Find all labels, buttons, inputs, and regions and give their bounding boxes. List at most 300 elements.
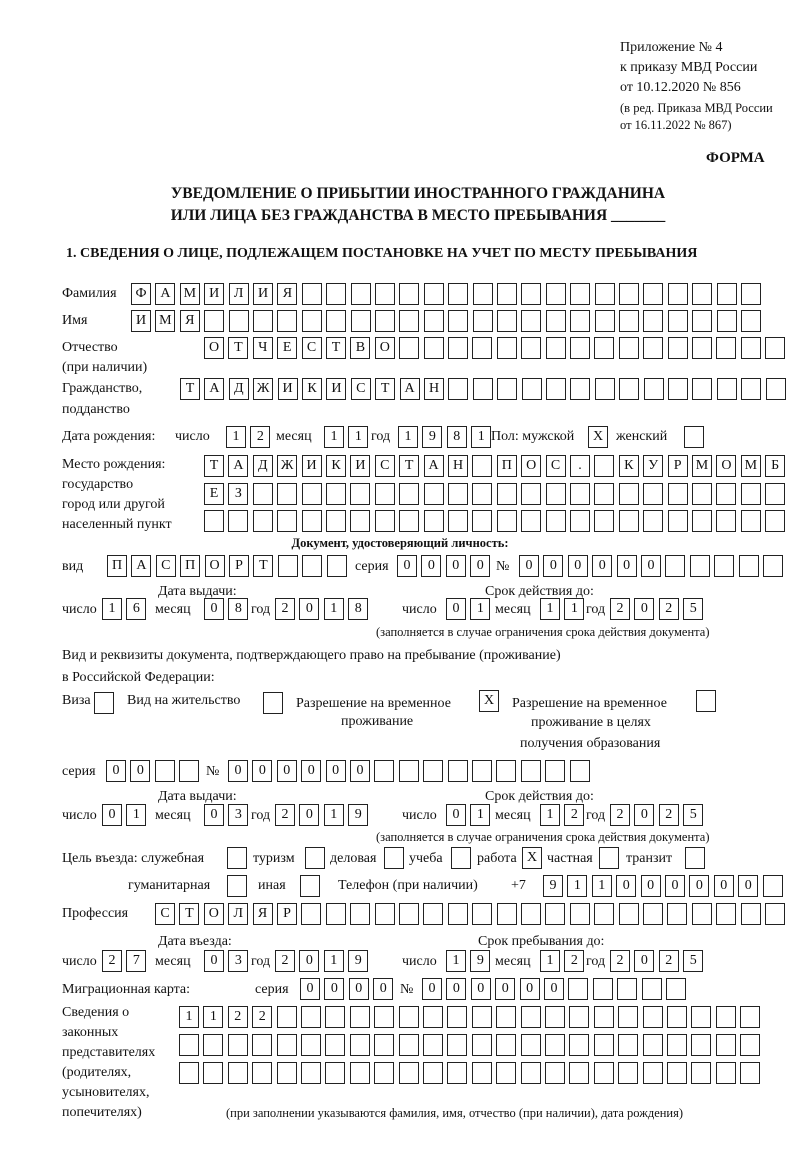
char-box[interactable] [374,760,394,782]
char-box[interactable] [375,283,395,305]
char-box[interactable]: Е [277,337,297,359]
char-box[interactable]: 3 [228,804,248,826]
char-box[interactable] [714,555,734,577]
char-box[interactable]: А [228,455,248,477]
char-box[interactable]: 0 [373,978,393,1000]
char-box[interactable] [763,555,783,577]
char-box[interactable] [374,1034,394,1056]
char-box[interactable]: Ф [131,283,151,305]
char-box[interactable] [765,903,785,925]
char-box[interactable] [684,426,704,448]
char-box[interactable] [302,310,322,332]
char-box[interactable] [570,903,590,925]
char-box[interactable] [350,1006,370,1028]
char-box[interactable]: О [521,455,541,477]
char-box[interactable] [763,875,783,897]
char-box[interactable]: М [180,283,200,305]
char-box[interactable] [227,875,247,897]
char-box[interactable] [351,310,371,332]
char-box[interactable]: 2 [275,804,295,826]
char-box[interactable] [717,378,737,400]
char-box[interactable]: 0 [617,555,637,577]
char-box[interactable] [326,903,346,925]
char-box[interactable] [448,310,468,332]
char-box[interactable] [668,510,688,532]
char-box[interactable]: 1 [324,598,344,620]
char-box[interactable] [741,510,761,532]
char-box[interactable]: П [107,555,127,577]
char-box[interactable] [717,310,737,332]
char-box[interactable]: И [253,283,273,305]
char-box[interactable] [643,337,663,359]
char-box[interactable] [668,283,688,305]
char-box[interactable]: 1 [348,426,368,448]
char-box[interactable] [229,310,249,332]
char-box[interactable]: 0 [349,978,369,1000]
char-box[interactable]: 3 [228,950,248,972]
char-box[interactable]: Б [765,455,785,477]
char-box[interactable]: М [741,455,761,477]
char-box[interactable]: 0 [204,804,224,826]
char-box[interactable] [399,310,419,332]
char-box[interactable] [228,1034,248,1056]
char-box[interactable]: 1 [564,598,584,620]
char-box[interactable] [740,1006,760,1028]
char-box[interactable]: П [497,455,517,477]
char-box[interactable] [497,310,517,332]
char-box[interactable]: О [204,337,224,359]
char-box[interactable]: З [228,483,248,505]
char-box[interactable]: О [205,555,225,577]
char-box[interactable]: 1 [126,804,146,826]
char-box[interactable] [447,1006,467,1028]
char-box[interactable]: 2 [610,804,630,826]
char-box[interactable] [692,903,712,925]
char-box[interactable]: 2 [659,598,679,620]
char-box[interactable] [305,847,325,869]
char-box[interactable]: И [278,378,298,400]
char-box[interactable] [594,1006,614,1028]
char-box[interactable]: С [155,903,175,925]
char-box[interactable]: Ч [253,337,273,359]
char-box[interactable] [252,1034,272,1056]
char-box[interactable]: С [156,555,176,577]
char-box[interactable]: Т [375,378,395,400]
char-box[interactable] [203,1062,223,1084]
char-box[interactable]: И [350,455,370,477]
char-box[interactable]: 1 [470,598,490,620]
char-box[interactable]: 0 [326,760,346,782]
char-box[interactable]: 8 [447,426,467,448]
char-box[interactable] [595,378,615,400]
char-box[interactable] [350,1034,370,1056]
char-box[interactable]: 1 [592,875,612,897]
char-box[interactable]: X [479,690,499,712]
char-box[interactable] [617,978,637,1000]
char-box[interactable]: 5 [683,804,703,826]
char-box[interactable] [599,847,619,869]
char-box[interactable]: 2 [275,598,295,620]
char-box[interactable] [619,310,639,332]
char-box[interactable] [692,483,712,505]
char-box[interactable] [668,310,688,332]
char-box[interactable] [696,690,716,712]
char-box[interactable] [521,760,541,782]
char-box[interactable] [643,310,663,332]
char-box[interactable]: . [570,455,590,477]
char-box[interactable]: 2 [275,950,295,972]
char-box[interactable]: 0 [446,978,466,1000]
char-box[interactable]: О [204,903,224,925]
char-box[interactable] [399,283,419,305]
char-box[interactable] [472,1034,492,1056]
char-box[interactable]: К [619,455,639,477]
char-box[interactable]: 0 [106,760,126,782]
char-box[interactable]: 0 [446,804,466,826]
char-box[interactable] [423,1006,443,1028]
char-box[interactable]: Т [326,337,346,359]
char-box[interactable] [545,760,565,782]
char-box[interactable] [594,903,614,925]
char-box[interactable]: 0 [422,978,442,1000]
char-box[interactable]: 2 [610,598,630,620]
char-box[interactable]: С [302,337,322,359]
char-box[interactable] [545,903,565,925]
char-box[interactable] [302,555,322,577]
char-box[interactable] [691,1062,711,1084]
char-box[interactable] [302,510,322,532]
char-box[interactable] [569,1034,589,1056]
char-box[interactable] [522,378,542,400]
char-box[interactable]: 1 [324,804,344,826]
char-box[interactable]: А [424,455,444,477]
char-box[interactable] [300,875,320,897]
char-box[interactable]: М [155,310,175,332]
char-box[interactable] [253,483,273,505]
char-box[interactable]: 1 [324,950,344,972]
char-box[interactable] [619,510,639,532]
char-box[interactable] [739,555,759,577]
char-box[interactable]: 0 [592,555,612,577]
char-box[interactable] [570,337,590,359]
char-box[interactable]: 0 [519,555,539,577]
char-box[interactable] [496,1034,516,1056]
char-box[interactable] [644,378,664,400]
char-box[interactable] [374,1062,394,1084]
char-box[interactable]: У [643,455,663,477]
char-box[interactable] [496,760,516,782]
char-box[interactable] [741,378,761,400]
char-box[interactable]: О [716,455,736,477]
char-box[interactable] [203,1034,223,1056]
char-box[interactable] [594,455,614,477]
char-box[interactable] [448,760,468,782]
char-box[interactable] [263,692,283,714]
char-box[interactable] [301,1034,321,1056]
char-box[interactable]: 0 [543,555,563,577]
char-box[interactable] [667,1034,687,1056]
char-box[interactable]: 0 [495,978,515,1000]
char-box[interactable] [301,1062,321,1084]
char-box[interactable] [741,283,761,305]
char-box[interactable]: 2 [659,804,679,826]
char-box[interactable]: 0 [397,555,417,577]
char-box[interactable]: 9 [422,426,442,448]
char-box[interactable]: 1 [102,598,122,620]
char-box[interactable] [473,378,493,400]
char-box[interactable] [277,510,297,532]
char-box[interactable] [717,283,737,305]
char-box[interactable]: 7 [126,950,146,972]
char-box[interactable]: 2 [610,950,630,972]
char-box[interactable]: 0 [204,950,224,972]
char-box[interactable] [496,1062,516,1084]
char-box[interactable]: Л [228,903,248,925]
char-box[interactable] [521,903,541,925]
char-box[interactable] [691,1034,711,1056]
char-box[interactable] [667,903,687,925]
char-box[interactable] [568,978,588,1000]
char-box[interactable] [399,483,419,505]
char-box[interactable] [546,283,566,305]
char-box[interactable] [497,903,517,925]
char-box[interactable] [643,510,663,532]
char-box[interactable] [716,483,736,505]
char-box[interactable] [327,555,347,577]
char-box[interactable] [326,310,346,332]
char-box[interactable]: Ж [277,455,297,477]
char-box[interactable] [473,283,493,305]
char-box[interactable]: Л [229,283,249,305]
char-box[interactable]: 1 [398,426,418,448]
char-box[interactable]: О [375,337,395,359]
char-box[interactable]: Т [399,455,419,477]
char-box[interactable] [521,1062,541,1084]
char-box[interactable]: 0 [446,555,466,577]
char-box[interactable] [399,337,419,359]
char-box[interactable] [301,1006,321,1028]
char-box[interactable]: 0 [641,555,661,577]
char-box[interactable]: 0 [204,598,224,620]
char-box[interactable] [619,337,639,359]
char-box[interactable] [594,510,614,532]
char-box[interactable]: 0 [470,555,490,577]
char-box[interactable]: 1 [540,804,560,826]
char-box[interactable] [326,510,346,532]
char-box[interactable] [521,283,541,305]
char-box[interactable]: 0 [252,760,272,782]
char-box[interactable] [302,283,322,305]
char-box[interactable] [325,1034,345,1056]
char-box[interactable] [642,978,662,1000]
char-box[interactable] [399,903,419,925]
char-box[interactable] [765,483,785,505]
char-box[interactable]: К [326,455,346,477]
char-box[interactable]: 1 [471,426,491,448]
char-box[interactable] [716,1034,736,1056]
char-box[interactable] [668,337,688,359]
char-box[interactable]: Р [277,903,297,925]
char-box[interactable]: 2 [659,950,679,972]
char-box[interactable]: В [350,337,370,359]
char-box[interactable]: Д [229,378,249,400]
char-box[interactable] [667,1062,687,1084]
char-box[interactable]: 0 [299,598,319,620]
char-box[interactable] [618,1034,638,1056]
char-box[interactable]: 0 [738,875,758,897]
char-box[interactable]: И [302,455,322,477]
char-box[interactable]: 5 [683,950,703,972]
char-box[interactable] [325,1006,345,1028]
char-box[interactable] [302,483,322,505]
char-box[interactable] [521,1034,541,1056]
char-box[interactable] [546,310,566,332]
char-box[interactable]: Т [228,337,248,359]
char-box[interactable]: 2 [564,950,584,972]
char-box[interactable] [593,978,613,1000]
char-box[interactable] [741,483,761,505]
char-box[interactable] [643,903,663,925]
char-box[interactable] [716,1006,736,1028]
char-box[interactable] [666,978,686,1000]
char-box[interactable] [570,283,590,305]
char-box[interactable]: 2 [102,950,122,972]
char-box[interactable] [448,510,468,532]
char-box[interactable]: Д [253,455,273,477]
char-box[interactable]: К [302,378,322,400]
char-box[interactable] [497,337,517,359]
char-box[interactable] [277,483,297,505]
char-box[interactable]: 0 [299,950,319,972]
char-box[interactable] [521,337,541,359]
char-box[interactable] [570,510,590,532]
char-box[interactable]: 0 [641,875,661,897]
char-box[interactable] [448,337,468,359]
char-box[interactable]: 2 [564,804,584,826]
char-box[interactable]: 0 [350,760,370,782]
char-box[interactable] [424,283,444,305]
char-box[interactable] [448,483,468,505]
char-box[interactable]: Я [277,283,297,305]
char-box[interactable] [594,483,614,505]
char-box[interactable] [228,510,248,532]
char-box[interactable] [497,378,517,400]
char-box[interactable] [716,1062,736,1084]
char-box[interactable]: 0 [714,875,734,897]
char-box[interactable] [399,760,419,782]
char-box[interactable]: 0 [446,598,466,620]
char-box[interactable] [569,1062,589,1084]
char-box[interactable]: Р [668,455,688,477]
char-box[interactable] [618,1062,638,1084]
char-box[interactable] [619,283,639,305]
char-box[interactable] [545,1062,565,1084]
char-box[interactable]: 0 [634,598,654,620]
char-box[interactable] [423,1034,443,1056]
char-box[interactable]: 0 [102,804,122,826]
char-box[interactable]: И [131,310,151,332]
char-box[interactable] [399,1034,419,1056]
char-box[interactable]: 0 [634,804,654,826]
char-box[interactable] [740,1034,760,1056]
char-box[interactable]: 0 [421,555,441,577]
char-box[interactable] [375,310,395,332]
char-box[interactable] [253,510,273,532]
char-box[interactable] [594,1062,614,1084]
char-box[interactable] [685,847,705,869]
char-box[interactable] [227,847,247,869]
char-box[interactable]: 9 [348,950,368,972]
char-box[interactable] [692,337,712,359]
char-box[interactable]: 2 [250,426,270,448]
char-box[interactable] [716,903,736,925]
char-box[interactable]: 8 [228,598,248,620]
char-box[interactable]: Т [179,903,199,925]
char-box[interactable]: 1 [226,426,246,448]
char-box[interactable] [594,1034,614,1056]
char-box[interactable] [692,310,712,332]
char-box[interactable]: И [326,378,346,400]
char-box[interactable] [643,483,663,505]
char-box[interactable] [375,510,395,532]
char-box[interactable] [570,310,590,332]
char-box[interactable] [643,1062,663,1084]
char-box[interactable]: Я [180,310,200,332]
char-box[interactable] [301,903,321,925]
char-box[interactable] [472,903,492,925]
char-box[interactable] [204,310,224,332]
char-box[interactable]: А [400,378,420,400]
char-box[interactable]: П [180,555,200,577]
char-box[interactable] [252,1062,272,1084]
char-box[interactable]: X [588,426,608,448]
char-box[interactable]: 0 [277,760,297,782]
char-box[interactable]: 9 [348,804,368,826]
char-box[interactable] [384,847,404,869]
char-box[interactable] [350,483,370,505]
char-box[interactable] [473,310,493,332]
char-box[interactable] [472,337,492,359]
char-box[interactable] [619,903,639,925]
char-box[interactable]: 5 [683,598,703,620]
char-box[interactable] [424,510,444,532]
char-box[interactable] [668,378,688,400]
char-box[interactable] [472,483,492,505]
char-box[interactable]: X [522,847,542,869]
char-box[interactable] [472,760,492,782]
char-box[interactable]: 0 [300,978,320,1000]
char-box[interactable] [94,692,114,714]
char-box[interactable]: 1 [470,804,490,826]
char-box[interactable] [765,337,785,359]
char-box[interactable] [326,483,346,505]
char-box[interactable] [497,283,517,305]
char-box[interactable] [595,283,615,305]
char-box[interactable] [546,483,566,505]
char-box[interactable] [423,1062,443,1084]
char-box[interactable]: А [155,283,175,305]
char-box[interactable]: Я [253,903,273,925]
char-box[interactable]: 1 [567,875,587,897]
char-box[interactable]: 1 [540,950,560,972]
char-box[interactable] [643,1034,663,1056]
char-box[interactable] [472,1062,492,1084]
char-box[interactable] [765,510,785,532]
char-box[interactable]: Н [448,455,468,477]
char-box[interactable] [447,1034,467,1056]
char-box[interactable] [643,1006,663,1028]
char-box[interactable] [570,760,590,782]
